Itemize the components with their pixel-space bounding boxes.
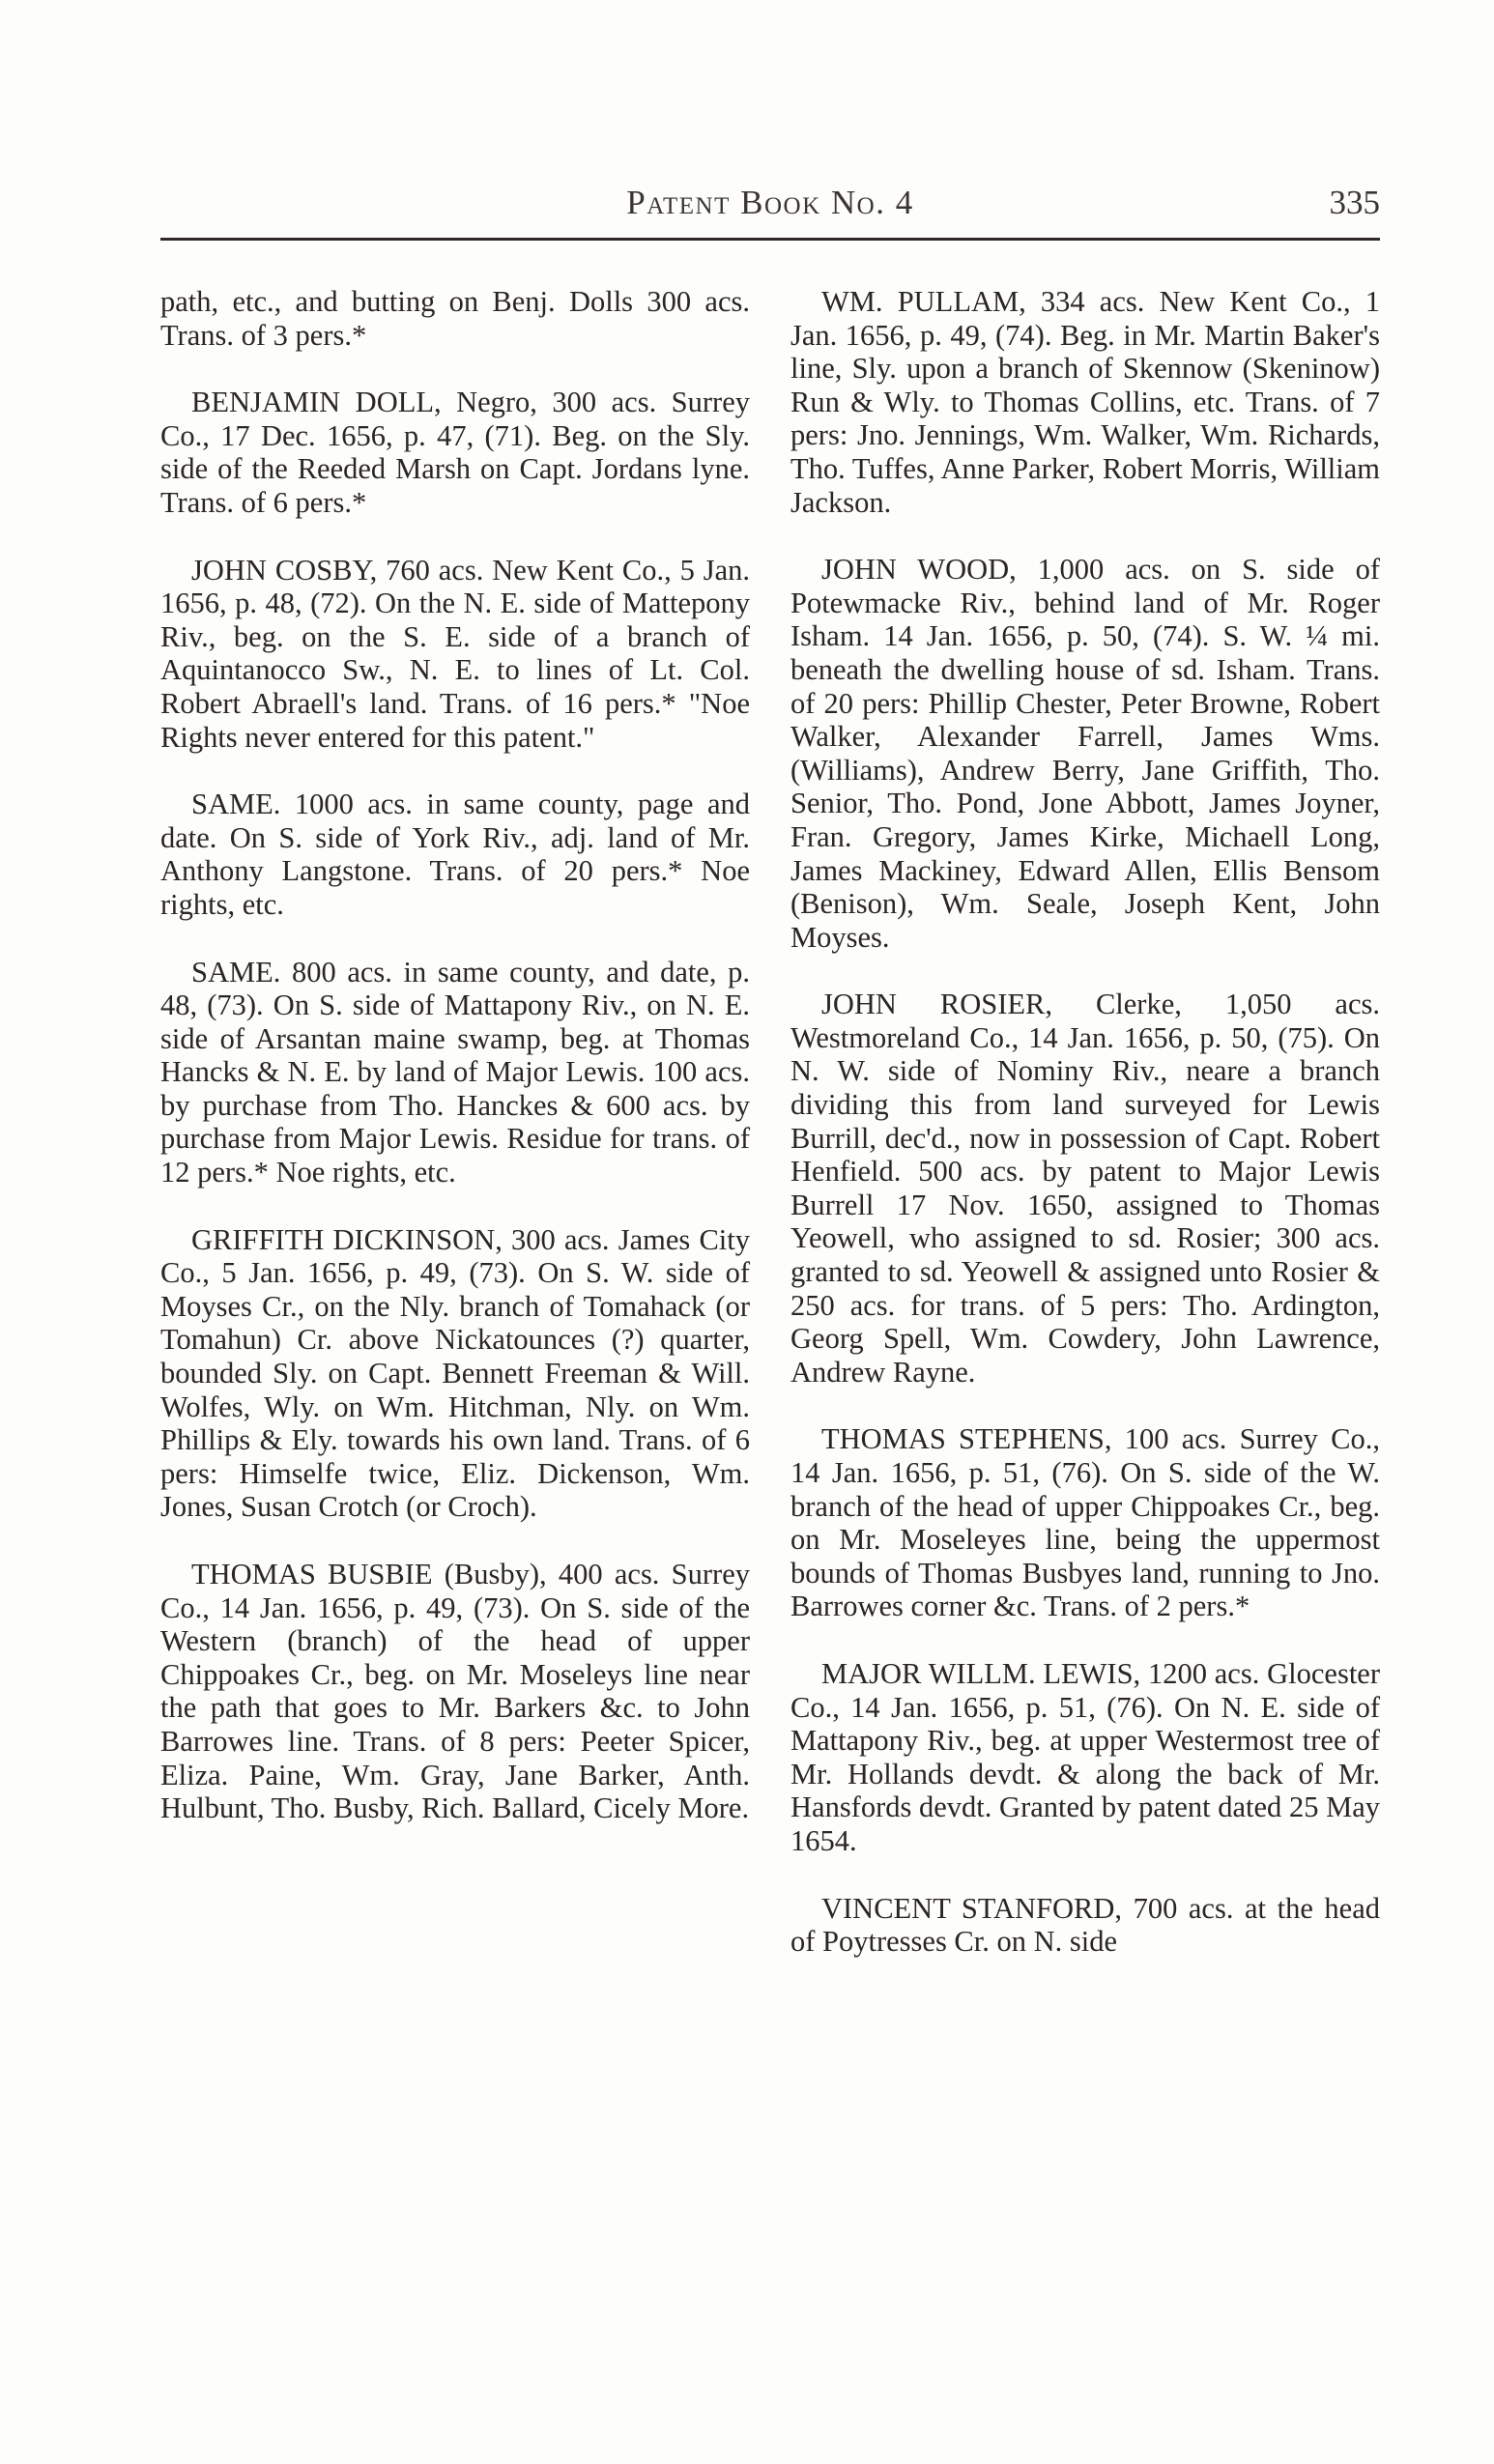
patent-entry: VINCENT STANFORD, 700 acs. at the head of Poytresses Cr. on N. side bbox=[790, 1891, 1380, 1959]
patent-entry: WM. PULLAM, 334 acs. New Kent Co., 1 Jan. 1656, p. 49, (74). Beg. in Mr. Martin Baker's line, Sly. upon a branch of Skennow (Skeninow) Run & Wly. to Thomas Collins, etc. Trans. of 7 pers: Jno. Jennings, Wm. Walker, Wm. Richards, Tho. Tuffes, Anne Parker, Robert Morris, William Jackson. bbox=[790, 285, 1380, 519]
running-head bbox=[160, 184, 1380, 234]
header-rule bbox=[160, 238, 1380, 241]
left-column bbox=[160, 285, 750, 1859]
patent-entry: BENJAMIN DOLL, Negro, 300 acs. Surrey Co., 17 Dec. 1656, p. 47, (71). Beg. on the Sly. side of the Reeded Marsh on Capt. Jordans lyne. Trans. of 6 pers.* bbox=[160, 386, 750, 519]
right-column bbox=[790, 285, 1380, 1992]
page-number: 335 bbox=[1329, 184, 1380, 221]
page-title: Patent Book No. 4 bbox=[626, 184, 914, 221]
patent-entry: THOMAS BUSBIE (Busby), 400 acs. Surrey Co., 14 Jan. 1656, p. 49, (73). On S. side of the Western (branch) of the head of upper Chippoakes Cr., beg. on Mr. Moseleys line near the path that goes to Mr. Barkers &c. to John Barrowes line. Trans. of 8 pers: Peeter Spicer, Eliza. Paine, Wm. Gray, Jane Barker, Anth. Hulbunt, Tho. Busby, Rich. Ballard, Cicely More. bbox=[160, 1558, 750, 1825]
patent-entry: MAJOR WILLM. LEWIS, 1200 acs. Glocester Co., 14 Jan. 1656, p. 51, (76). On N. E. side of Mattapony Riv., beg. at upper Westermost tree of Mr. Hollands devdt. & along the back of Mr. Hansfords devdt. Granted by patent dated 25 May 1654. bbox=[790, 1656, 1380, 1857]
patent-entry: path, etc., and butting on Benj. Dolls 300 acs. Trans. of 3 pers.* bbox=[160, 285, 750, 352]
patent-entry: JOHN WOOD, 1,000 acs. on S. side of Potewmacke Riv., behind land of Mr. Roger Isham. 14 Jan. 1656, p. 50, (74). S. W. ¼ mi. beneath the dwelling house of sd. Isham. Trans. of 20 pers: Phillip Chester, Peter Browne, Robert Walker, Alexander Farrell, James Wms. (Williams), Andrew Berry, Jane Griffith, Tho. Senior, Tho. Pond, Jone Abbott, James Joyner, Fran. Gregory, James Kirke, Michaell Long, James Mackiney, Edward Allen, Ellis Bensom (Benison), Wm. Seale, Joseph Kent, John Moyses. bbox=[790, 553, 1380, 954]
patent-entry: JOHN ROSIER, Clerke, 1,050 acs. Westmoreland Co., 14 Jan. 1656, p. 50, (75). On N. W. side of Nominy Riv., neare a branch dividing this from land surveyed for Lewis Burrill, dec'd., now in possession of Capt. Robert Henfield. 500 acs. by patent to Major Lewis Burrell 17 Nov. 1650, assigned to Thomas Yeowell, who assigned to sd. Rosier; 300 acs. granted to sd. Yeowell & assigned unto Rosier & 250 acs. for trans. of 5 pers: Tho. Ardington, Georg Spell, Wm. Cowdery, John Lawrence, Andrew Rayne. bbox=[790, 988, 1380, 1389]
patent-entry: SAME. 1000 acs. in same county, page and date. On S. side of York Riv., adj. land of Mr. Anthony Langstone. Trans. of 20 pers.* Noe rights, etc. bbox=[160, 788, 750, 921]
patent-entry: JOHN COSBY, 760 acs. New Kent Co., 5 Jan. 1656, p. 48, (72). On the N. E. side of Mattepony Riv., beg. on the S. E. side of a branch of Aquintanocco Sw., N. E. to lines of Lt. Col. Robert Abraell's land. Trans. of 16 pers.* "Noe Rights never entered for this patent." bbox=[160, 553, 750, 754]
patent-entry: GRIFFITH DICKINSON, 300 acs. James City Co., 5 Jan. 1656, p. 49, (73). On S. W. side of Moyses Cr., on the Nly. branch of Tomahack (or Tomahun) Cr. above Nickatounces (?) quarter, bounded Sly. on Capt. Bennett Freeman & Will. Wolfes, Wly. on Wm. Hitchman, Nly. on Wm. Phillips & Ely. towards his own land. Trans. of 6 pers: Himselfe twice, Eliz. Dickenson, Wm. Jones, Susan Crotch (or Croch). bbox=[160, 1222, 750, 1524]
patent-entry: THOMAS STEPHENS, 100 acs. Surrey Co., 14 Jan. 1656, p. 51, (76). On S. side of the W. branch of the head of upper Chippoakes Cr., beg. on Mr. Moseleyes line, being the uppermost bounds of Thomas Busbyes land, running to Jno. Barrowes corner &c. Trans. of 2 pers.* bbox=[790, 1422, 1380, 1623]
patent-entry: SAME. 800 acs. in same county, and date, p. 48, (73). On S. side of Mattapony Riv., on N. E. side of Arsantan maine swamp, beg. at Thomas Hancks & N. E. by land of Major Lewis. 100 acs. by purchase from Tho. Hanckes & 600 acs. by purchase from Major Lewis. Residue for trans. of 12 pers.* Noe rights, etc. bbox=[160, 955, 750, 1189]
